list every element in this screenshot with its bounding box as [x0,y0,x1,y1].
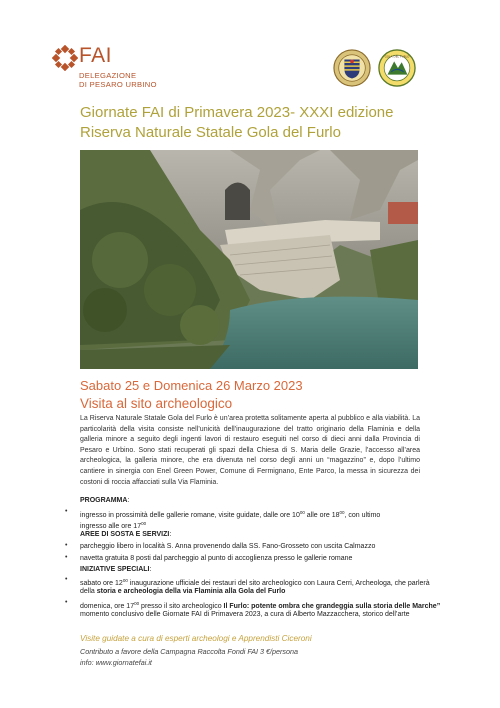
program-heading: PROGRAMMA: [80,497,130,504]
special-heading: INIZIATIVE SPECIALI: [80,566,152,573]
svg-text:GOLA DEL FURLO: GOLA DEL FURLO [384,54,410,59]
bullet-icon: • [65,508,68,515]
special-item: domenica, ore $17^{00}$ presso il sito archeologico Il Furlo: potente ombra che grandeggia sulla storia delle Marche” [80,601,441,610]
parking-item: parcheggio libero in località S. Anna provenendo dalla SS. Fano-Grosseto con uscita Calmazzo [80,543,376,550]
info-link[interactable]: info: www.giornatefai.it [80,658,152,667]
program-ingress-last: ingresso alle ore $17^{00}$ [80,521,147,530]
event-date: Sabato 25 e Domenica 26 Marzo 2023 [80,378,303,393]
contribution-note: Contributo a favore della Campagna Raccolta Fondi FAI 3 €/persona [80,647,299,656]
page-title: Giornate FAI di Primavera 2023- XXXI edizione [80,104,394,121]
gorge-photo [80,150,418,369]
program-ingress: ingresso in prossimità delle gallerie romane, visite guidate, dalle ore $10^{00}$ alle ore $18^{00}$, con ultimo [80,510,381,519]
fai-wordmark: FAI [79,44,113,67]
delegation-line1: DELEGAZIONE [79,71,137,80]
special-item-cont: momento conclusivo delle Giornate FAI di Primavera 2023, a cura di Alberto Mazzacchera, storico dell’arte [80,611,410,618]
special-item-cont: della storia e archeologia della via Flaminia alla Gola del Furlo [80,588,286,595]
parking-item: navetta gratuita 8 posti dal parcheggio al punto di accoglienza presso le gallerie romane [80,555,353,562]
delegation-line2: DI PESARO URBINO [79,80,157,89]
page-subtitle: Riserva Naturale Statale Gola del Furlo [80,124,341,141]
bullet-icon: • [65,554,68,561]
special-item: sabato ore $12^{00}$ inaugurazione ufficiale dei restauri del sito archeologico con Laura Cerri, Archeologa, che parlerà [80,578,430,587]
bullet-icon: • [65,576,68,583]
reserve-seal-icon [378,48,416,88]
intro-paragraph: La Riserva Naturale Statale Gola del Furlo è un’area protetta solitamente aperta al pubblico e alla viabilità. La particolarità della visita consiste nell’unicità dell’inaugurazione del tratto originario della Flaminia e della galleria minore a seguito degli ingenti lavori di restauro eseguiti nel corso di dieci anni dalla Provincia di Pesaro e Urbino. Sono stati recuperati gli spazi della Chiesa di S. Maria delle Grazie, l’accesso all’area archeologica, la galleria minore, che era divenuta nel corso degli anni un “magazzino” e, dopo l’ultimo cantiere in sinergia con Enel Green Power, Comune di Fermignano, Ente Parco, la messa in sicurezza dei costoni di roccia affacciati sulla Via Flaminia. [80,415,420,486]
event-subtitle: Visita al sito archeologico [80,396,233,411]
fai-logo-icon [52,45,78,71]
province-seal-icon [333,49,371,87]
guides-note: Visite guidate a cura di esperti archeologi e Apprendisti Ciceroni [80,634,312,643]
bullet-icon: • [65,542,68,549]
parking-heading: AREE DI SOSTA E SERVIZI: [80,531,172,538]
bullet-icon: • [65,599,68,606]
